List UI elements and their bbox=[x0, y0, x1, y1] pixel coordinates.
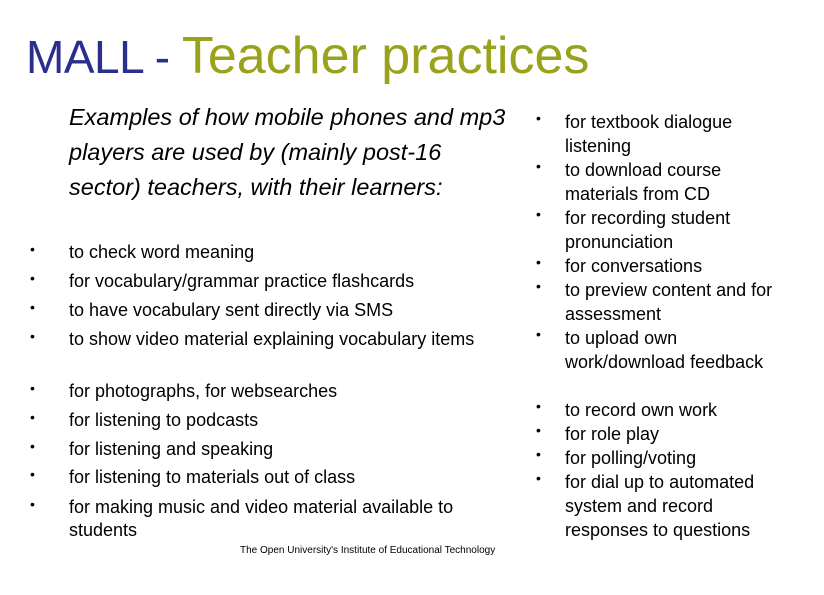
bullet-icon: • bbox=[536, 254, 541, 270]
bullet-icon: • bbox=[30, 241, 35, 257]
list-item-text: for role play bbox=[565, 424, 660, 444]
list-item-text: to have vocabulary sent directly via SMS bbox=[69, 300, 394, 320]
bullet-icon: • bbox=[30, 380, 35, 396]
bullet-icon: • bbox=[30, 438, 35, 454]
list-item-text: to download course materials from CD bbox=[565, 160, 722, 204]
bullet-icon: • bbox=[30, 299, 35, 315]
list-item-text: for conversations bbox=[565, 256, 703, 276]
bullet-icon: • bbox=[30, 270, 35, 286]
title-main: Teacher practices bbox=[181, 27, 590, 85]
bullet-icon: • bbox=[536, 446, 541, 462]
list-item-text: to show video material explaining vocabulary items bbox=[69, 329, 475, 349]
list-item-text: for polling/voting bbox=[565, 448, 697, 468]
bullet-icon: • bbox=[536, 110, 541, 126]
title-prefix: MALL - bbox=[26, 31, 182, 83]
list-item-text: for vocabulary/grammar practice flashcards bbox=[69, 271, 415, 291]
list-item-text: to record own work bbox=[565, 400, 718, 420]
bullet-icon: • bbox=[536, 398, 541, 414]
bullet-icon: • bbox=[536, 470, 541, 486]
list-item-text: for textbook dialogue listening bbox=[565, 112, 733, 156]
bullet-icon: • bbox=[536, 422, 541, 438]
intro-text: Examples of how mobile phones and mp3 players are used by (mainly post-16 sector) teachers, with their learners: bbox=[69, 104, 506, 200]
list-item-text: for listening to materials out of class bbox=[69, 467, 356, 487]
bullet-icon: • bbox=[30, 466, 35, 482]
list-item-text: for photographs, for websearches bbox=[69, 381, 338, 401]
list-item-text: for listening to podcasts bbox=[69, 410, 259, 430]
list-item-text: for dial up to automated system and record responses to questions bbox=[565, 472, 755, 540]
bullet-icon: • bbox=[536, 278, 541, 294]
bullet-icon: • bbox=[30, 496, 35, 512]
footer-credit: The Open University's Institute of Educational Technology bbox=[240, 545, 496, 556]
bullet-icon: • bbox=[536, 326, 541, 342]
bullet-icon: • bbox=[30, 409, 35, 425]
list-item-text: for recording student pronunciation bbox=[565, 208, 731, 252]
list-item-text: to check word meaning bbox=[69, 242, 255, 262]
list-item-text: to preview content and for assessment bbox=[565, 280, 773, 324]
bullet-icon: • bbox=[30, 328, 35, 344]
bullet-icon: • bbox=[536, 158, 541, 174]
list-item-text: to upload own work/download feedback bbox=[565, 328, 764, 372]
list-item-text: for making music and video material available to students bbox=[69, 497, 454, 540]
list-item-text: for listening and speaking bbox=[69, 439, 274, 459]
slide-title bbox=[26, 26, 589, 86]
bullet-icon: • bbox=[536, 206, 541, 222]
